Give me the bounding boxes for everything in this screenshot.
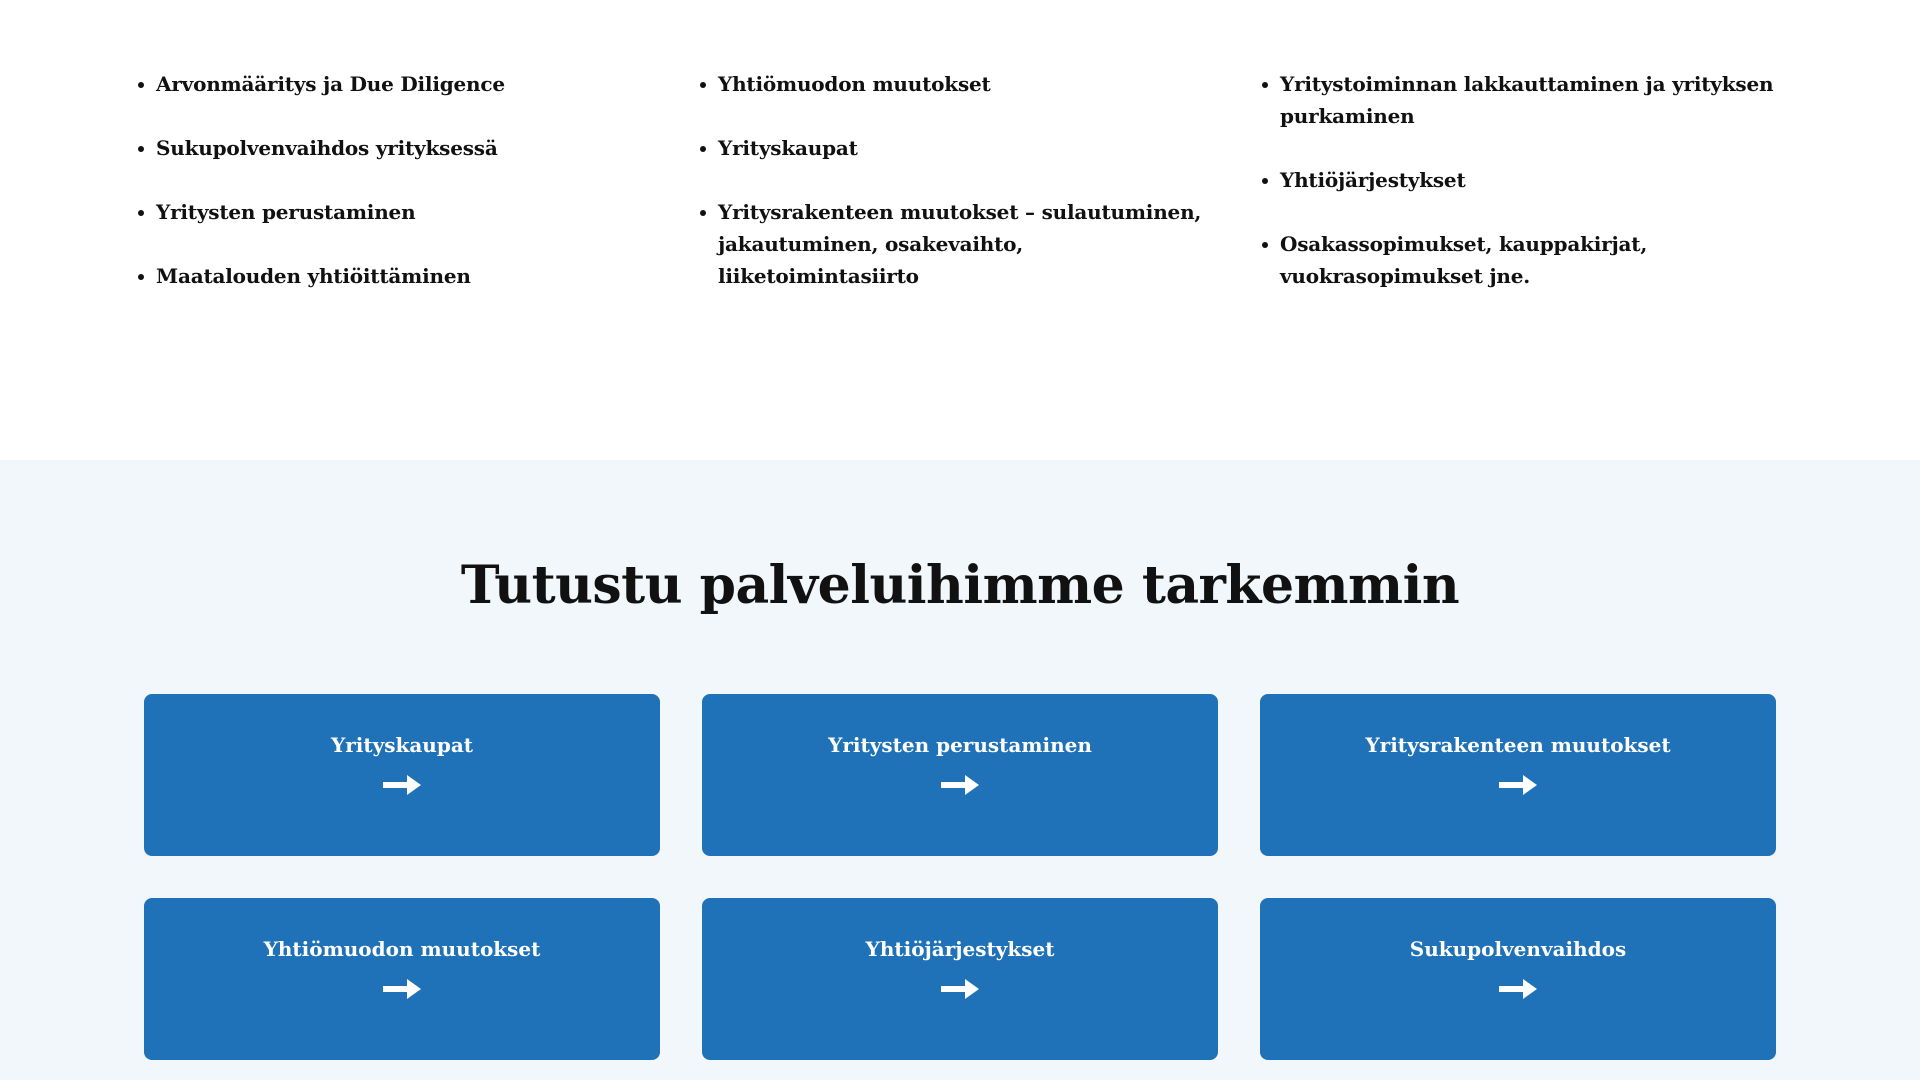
- service-card-label: Sukupolvenvaihdos: [1409, 937, 1627, 961]
- list-item: Sukupolvenvaihdos yrityksessä: [138, 132, 658, 164]
- service-card-label: Yrityskaupat: [330, 733, 474, 757]
- service-card-label: Yritysrakenteen muutokset: [1365, 733, 1671, 757]
- list-item: Yritystoiminnan lakkauttaminen ja yrityksen purkaminen: [1262, 68, 1782, 132]
- list-item: Yritysten perustaminen: [138, 196, 658, 228]
- service-card-yrityskaupat[interactable]: [144, 694, 660, 856]
- arrow-right-icon: [382, 774, 422, 796]
- arrow-right-icon: [1498, 978, 1538, 1000]
- arrow-right-icon: [382, 978, 422, 1000]
- services-list-column-2: [700, 68, 1220, 324]
- services-list-column-3: [1262, 68, 1782, 324]
- service-card-label: Yritysten perustaminen: [828, 733, 1092, 757]
- list-item: Yrityskaupat: [700, 132, 1220, 164]
- list-item: Osakassopimukset, kauppakirjat, vuokrasopimukset jne.: [1262, 228, 1782, 292]
- service-card-label: Yhtiömuodon muutokset: [263, 937, 541, 961]
- service-card-label: Yhtiöjärjestykset: [865, 937, 1055, 961]
- arrow-right-icon: [1498, 774, 1538, 796]
- list-item: Yritysrakenteen muutokset – sulautuminen, jakautuminen, osakevaihto, liiketoimintasiirto: [700, 196, 1220, 292]
- services-list-section: [0, 0, 1920, 460]
- service-card-yhtiojarjestykset[interactable]: [702, 898, 1218, 1060]
- service-card-yritysrakenteen-muutokset[interactable]: [1260, 694, 1776, 856]
- arrow-right-icon: [940, 774, 980, 796]
- list-item: Arvonmääritys ja Due Diligence: [138, 68, 658, 100]
- explore-services-section: [0, 460, 1920, 1080]
- services-list-column-1: [138, 68, 658, 324]
- service-card-yhtiomuodon-muutokset[interactable]: [144, 898, 660, 1060]
- list-item: Yhtiömuodon muutokset: [700, 68, 1220, 100]
- list-item: Yhtiöjärjestykset: [1262, 164, 1782, 196]
- service-card-yritysten-perustaminen[interactable]: [702, 694, 1218, 856]
- list-item: Maatalouden yhtiöittäminen: [138, 260, 658, 292]
- section-title: Tutustu palveluihimme tarkemmin: [460, 555, 1460, 616]
- service-card-sukupolvenvaihdos[interactable]: [1260, 898, 1776, 1060]
- arrow-right-icon: [940, 978, 980, 1000]
